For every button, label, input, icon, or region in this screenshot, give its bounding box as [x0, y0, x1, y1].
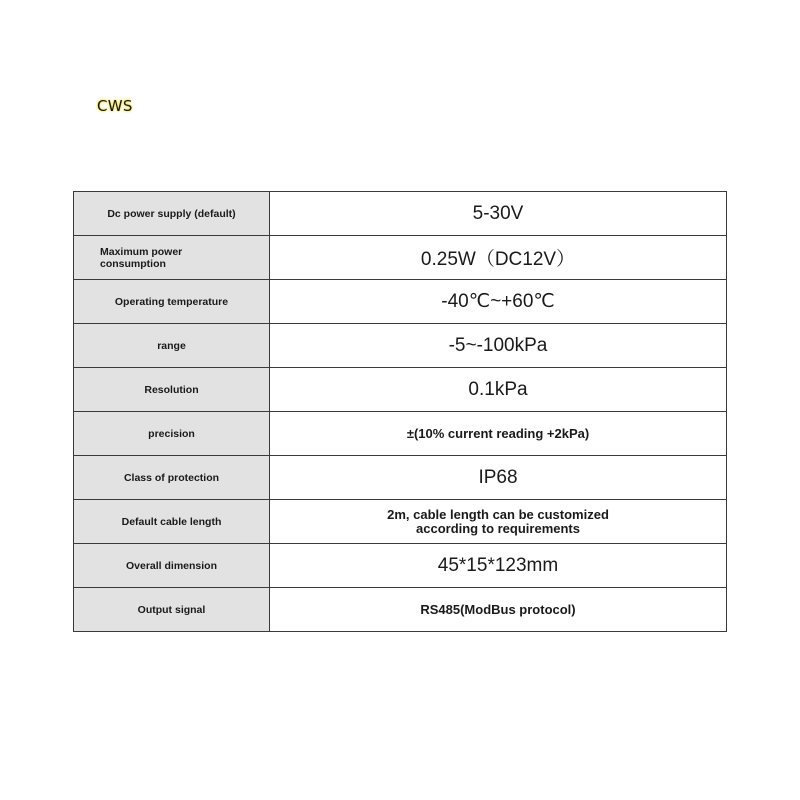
spec-value: 0.25W（DC12V）	[270, 236, 727, 280]
spec-value: IP68	[270, 456, 727, 500]
spec-label: Class of protection	[74, 456, 270, 500]
table-row	[74, 280, 727, 324]
spec-label-text: Maximum power consumption	[100, 245, 183, 270]
spec-label	[74, 236, 270, 280]
spec-table	[73, 191, 727, 632]
spec-label: Operating temperature	[74, 280, 270, 324]
table-row	[74, 192, 727, 236]
spec-label: Overall dimension	[74, 544, 270, 588]
spec-label: precision	[74, 412, 270, 456]
spec-label: Dc power supply (default)	[74, 192, 270, 236]
spec-value: 5-30V	[270, 192, 727, 236]
spec-value: -5~-100kPa	[270, 324, 727, 368]
table-row	[74, 236, 727, 280]
table-row	[74, 544, 727, 588]
table-row	[74, 500, 727, 544]
spec-value-text: 2m, cable length can be customized according to requirements	[387, 506, 609, 536]
spec-value: -40℃~+60℃	[270, 280, 727, 324]
spec-value: RS485(ModBus protocol)	[270, 588, 727, 632]
spec-value: ±(10% current reading +2kPa)	[270, 412, 727, 456]
table-row	[74, 368, 727, 412]
spec-label: Default cable length	[74, 500, 270, 544]
spec-label: Resolution	[74, 368, 270, 412]
table-row	[74, 588, 727, 632]
table-row	[74, 324, 727, 368]
table-row	[74, 456, 727, 500]
spec-value	[270, 500, 727, 544]
spec-label: Output signal	[74, 588, 270, 632]
table-row	[74, 412, 727, 456]
spec-label: range	[74, 324, 270, 368]
brand-logo: CWS	[97, 97, 133, 115]
spec-value: 0.1kPa	[270, 368, 727, 412]
spec-value: 45*15*123mm	[270, 544, 727, 588]
